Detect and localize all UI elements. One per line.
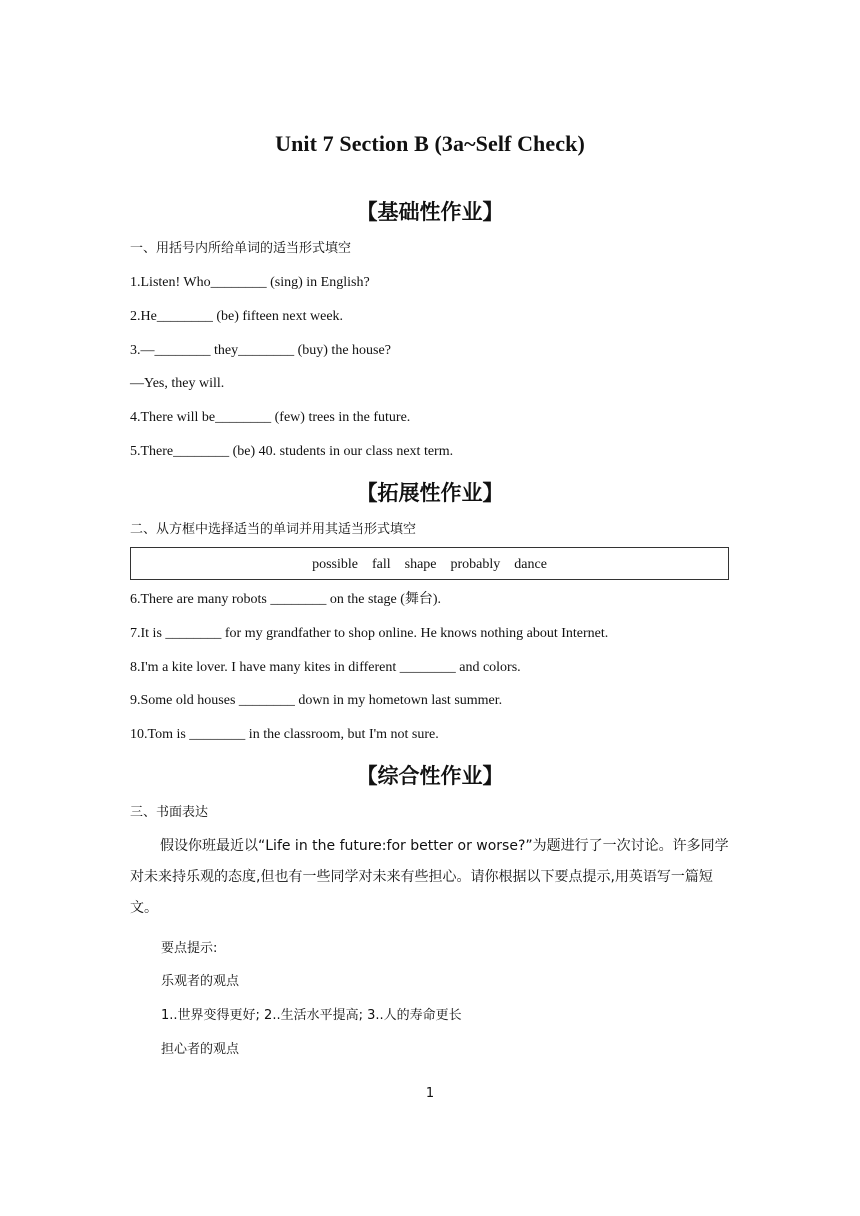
exercise-item-3-answer: —Yes, they will.	[130, 376, 225, 391]
exercise-item-1: 1.Listen! Who________ (sing) in English?	[130, 275, 370, 290]
exercise-item-10: 10.Tom is ________ in the classroom, but I'm not sure.	[130, 727, 439, 742]
optimist-points: 1..世界变得更好; 2..生活水平提高; 3..人的寿命更长	[161, 1008, 462, 1023]
section-instruction-comprehensive: 三、书面表达	[130, 805, 209, 820]
page-number: 1	[425, 1086, 435, 1101]
word-bank-box: possible fall shape probably dance	[130, 547, 729, 580]
exercise-item-8: 8.I'm a kite lover. I have many kites in different ________ and colors.	[130, 660, 521, 675]
exercise-item-2: 2.He________ (be) fifteen next week.	[130, 309, 344, 324]
writing-prompt	[130, 831, 730, 924]
section-heading-basic: 【基础性作业】	[356, 200, 504, 224]
optimist-label: 乐观者的观点	[161, 974, 240, 989]
exercise-item-4: 4.There will be________ (few) trees in the future.	[130, 410, 411, 425]
section-instruction-extended: 二、从方框中选择适当的单词并用其适当形式填空	[130, 522, 417, 537]
section-heading-comprehensive: 【综合性作业】	[356, 764, 504, 788]
exercise-item-6: 6.There are many robots ________ on the stage (舞台).	[130, 592, 442, 607]
exercise-item-3: 3.—________ they________ (buy) the house?	[130, 343, 391, 358]
document-title: Unit 7 Section B (3a~Self Check)	[275, 131, 585, 156]
exercise-item-9: 9.Some old houses ________ down in my hometown last summer.	[130, 693, 503, 708]
writing-prompt-text: 假设你班最近以“Life in the future:for better or worse?”为题进行了一次讨论。许多同学对未来持乐观的态度,但也有一些同学对未来有些担心。请你根据以下要点提示,用英语写一篇短文。	[130, 838, 729, 916]
section-instruction-basic: 一、用括号内所给单词的适当形式填空	[130, 241, 352, 256]
exercise-item-7: 7.It is ________ for my grandfather to shop online. He knows nothing about Internet.	[130, 626, 609, 641]
section-heading-extended: 【拓展性作业】	[356, 481, 504, 505]
exercise-item-5: 5.There________ (be) 40. students in our class next term.	[130, 444, 454, 459]
worrier-label: 担心者的观点	[161, 1042, 240, 1057]
hints-label: 要点提示:	[161, 941, 218, 956]
